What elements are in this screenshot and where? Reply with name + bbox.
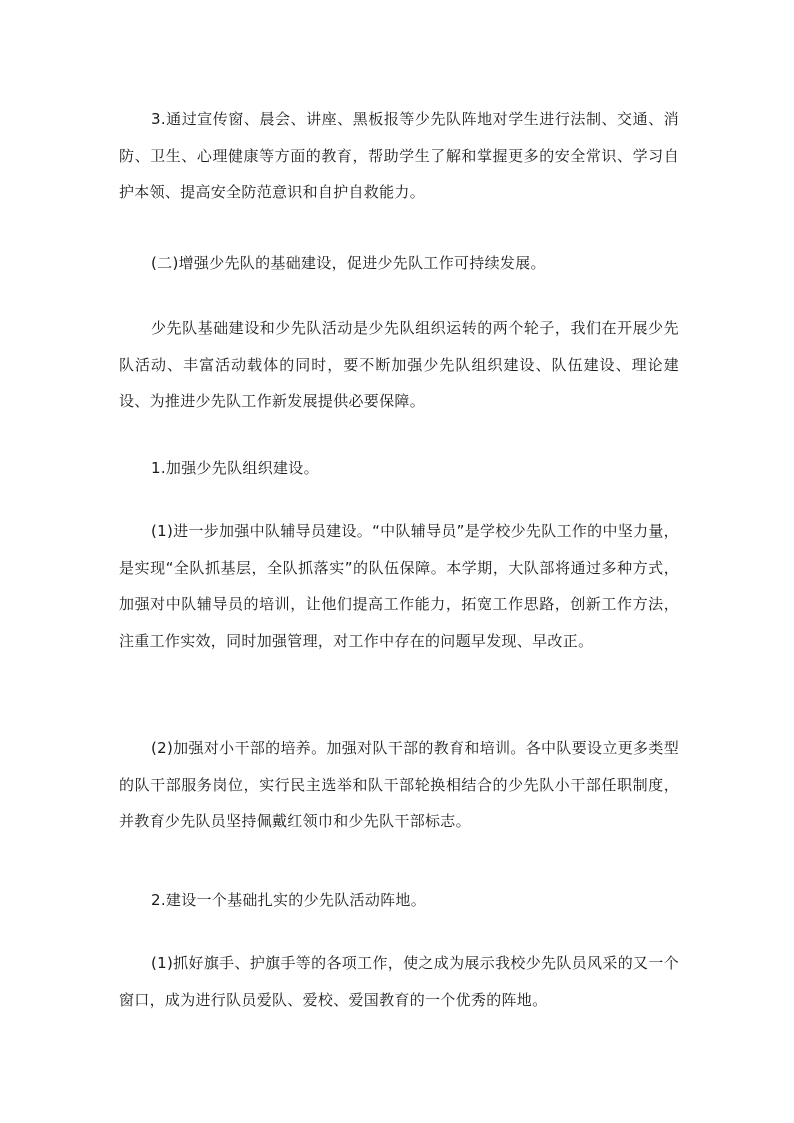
paragraph-flag-bearer: (1)抓好旗手、护旗手等的各项工作，使之成为展示我校少先队员风采的又一个窗口，成为进行队员爱队、爱校、爱国教育的一个优秀的阵地。	[119, 954, 679, 1009]
paragraph-cadre-training: (2)加强对小干部的培养。加强对队干部的教育和培训。各中队要设立更多类型的队干部服务岗位，实行民主选举和队干部轮换相结合的少先队小干部任职制度，并教育少先队员坚持佩戴红领巾和少先队干部标志。	[119, 739, 679, 830]
paragraph-counselor-construction: (1)进一步加强中队辅导员建设。“中队辅导员”是学校少先队工作的中坚力量，是实现“全队抓基层，全队抓落实”的队伍保障。本学期，大队部将通过多种方式，加强对中队辅导员的培训，让他们提高工作能力，拓宽工作思路，创新工作方法，注重工作实效，同时加强管理，对工作中存在的问题早发现、早改正。	[119, 522, 679, 650]
heading-activity-base: 2.建设一个基础扎实的少先队活动阵地。	[151, 891, 427, 909]
paragraph-safety-education: 3.通过宣传窗、晨会、讲座、黑板报等少先队阵地对学生进行法制、交通、消防、卫生、心理健康等方面的教育，帮助学生了解和掌握更多的安全常识、学习自护本领、提高安全防范意识和自护自救能力。	[119, 110, 679, 201]
heading-basic-construction: (二)增强少先队的基础建设，促进少先队工作可持续发展。	[151, 254, 546, 272]
heading-organization-construction: 1.加强少先队组织建设。	[151, 459, 319, 477]
paragraph-basic-construction-intro: 少先队基础建设和少先队活动是少先队组织运转的两个轮子，我们在开展少先队活动、丰富活动载体的同时，要不断加强少先队组织建设、队伍建设、理论建设、为推进少先队工作新发展提供必要保障。	[119, 319, 679, 410]
